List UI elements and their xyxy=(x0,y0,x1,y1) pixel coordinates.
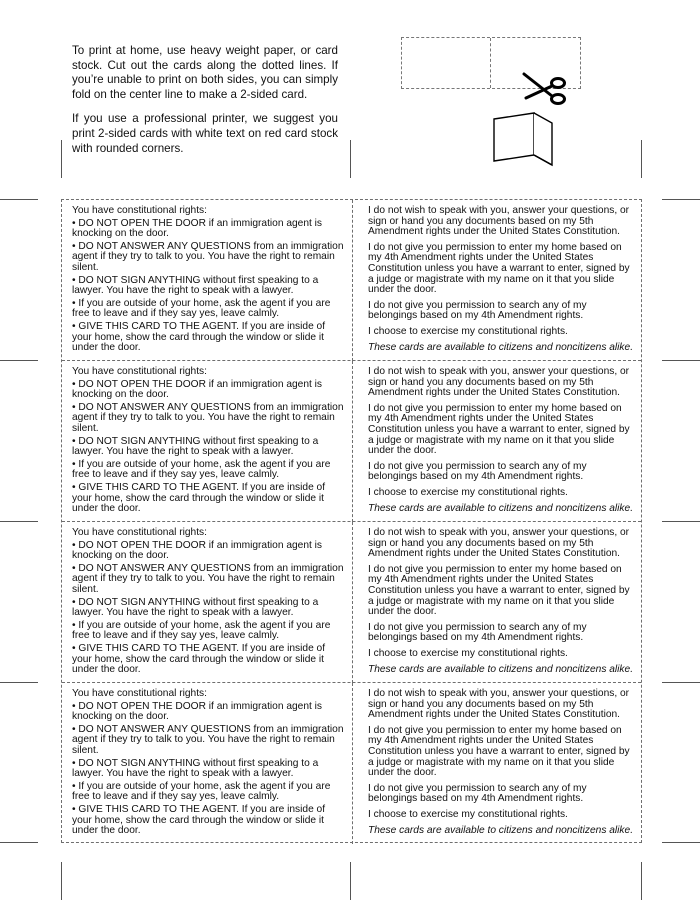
card-back-paragraph: I choose to exercise my constitutional rights. xyxy=(368,808,568,820)
card-front-heading: You have constitutional rights: xyxy=(72,366,207,377)
card-front-bullet: • If you are outside of your home, ask the agent if you are free to leave and if they say yes, leave calmly. xyxy=(72,619,331,642)
card-front xyxy=(62,361,352,522)
home-print-instructions: To print at home, use heavy weight paper, or card stock. Cut out the cards along the dotted lines. If you’re unable to print on both sides, you can simply fold on the center line to make a 2-sided card. xyxy=(72,44,338,101)
crop-mark xyxy=(662,521,700,522)
card-back-note: These cards are available to citizens and noncitizens alike. xyxy=(368,341,634,353)
print-instructions xyxy=(72,44,338,166)
card-front-bullet: • DO NOT SIGN ANYTHING without first speaking to a lawyer. You have the right to speak with a lawyer. xyxy=(72,435,319,458)
card-front-bullet: • If you are outside of your home, ask the agent if you are free to leave and if they say yes, leave calmly. xyxy=(72,458,331,481)
card-row xyxy=(62,521,641,683)
card-back-paragraph: I do not wish to speak with you, answer your questions, or sign or hand you any documents based on my 5th Amendment rights under the United States Constitution. xyxy=(368,205,630,238)
card-back xyxy=(352,200,641,361)
card-back-note: These cards are available to citizens and noncitizens alike. xyxy=(368,824,634,836)
crop-mark xyxy=(61,140,62,178)
card-front-heading: You have constitutional rights: xyxy=(72,527,207,538)
folded-card-icon xyxy=(492,111,556,167)
card-front-bullet: • DO NOT OPEN THE DOOR if an immigration agent is knocking on the door. xyxy=(72,378,323,401)
card-front xyxy=(62,200,352,361)
card-front-bullet: • If you are outside of your home, ask the agent if you are free to leave and if they say yes, leave calmly. xyxy=(72,297,331,320)
crop-mark xyxy=(0,682,38,683)
card-front-bullet: • DO NOT OPEN THE DOOR if an immigration agent is knocking on the door. xyxy=(72,539,323,562)
crop-mark xyxy=(61,862,62,900)
card-sheet xyxy=(61,199,642,843)
crop-mark xyxy=(0,360,38,361)
card-back xyxy=(352,683,641,844)
crop-mark xyxy=(662,682,700,683)
professional-print-instructions: If you use a professional printer, we suggest you print 2-sided cards with white text on red card stock with rounded corners. xyxy=(72,112,338,155)
card-back xyxy=(352,522,641,683)
card-back-paragraph: I do not wish to speak with you, answer your questions, or sign or hand you any documents based on my 5th Amendment rights under the United States Constitution. xyxy=(368,366,630,399)
card-front-bullet: • GIVE THIS CARD TO THE AGENT. If you are inside of your home, show the card through the window or slide it under the door. xyxy=(72,481,326,515)
card-front-bullet: • DO NOT ANSWER ANY QUESTIONS from an immigration agent if they try to talk to you. You have the right to remain silent. xyxy=(72,723,344,756)
card-back-paragraph: I do not wish to speak with you, answer your questions, or sign or hand you any documents based on my 5th Amendment rights under the United States Constitution. xyxy=(368,688,630,721)
crop-mark xyxy=(662,842,700,843)
card-front xyxy=(62,522,352,683)
crop-mark xyxy=(662,360,700,361)
fold-line xyxy=(490,38,491,88)
card-row xyxy=(62,200,641,361)
card-back-paragraph: I do not wish to speak with you, answer your questions, or sign or hand you any documents based on my 5th Amendment rights under the United States Constitution. xyxy=(368,527,630,560)
card-back-paragraph: I do not give you permission to enter my home based on my 4th Amendment rights under the United States Constitution unless you have a warrant to enter, signed by a judge or magistrate with my name on it that you slide under the door. xyxy=(368,402,630,457)
crop-mark xyxy=(662,199,700,200)
card-front-bullet: • DO NOT SIGN ANYTHING without first speaking to a lawyer. You have the right to speak with a lawyer. xyxy=(72,596,319,619)
card-back-paragraph: I choose to exercise my constitutional rights. xyxy=(368,325,568,337)
card-back-paragraph: I choose to exercise my constitutional rights. xyxy=(368,647,568,659)
crop-mark xyxy=(0,199,38,200)
card-row xyxy=(62,682,641,844)
card-back-note: These cards are available to citizens and noncitizens alike. xyxy=(368,502,634,514)
card-back-paragraph: I do not give you permission to search any of my belongings based on my 4th Amendment rights. xyxy=(368,621,587,644)
card-back-paragraph: I do not give you permission to search any of my belongings based on my 4th Amendment rights. xyxy=(368,782,587,805)
crop-mark xyxy=(641,140,642,178)
card-back-paragraph: I do not give you permission to enter my home based on my 4th Amendment rights under the United States Constitution unless you have a warrant to enter, signed by a judge or magistrate with my name on it that you slide under the door. xyxy=(368,241,630,296)
card-front-bullet: • DO NOT SIGN ANYTHING without first speaking to a lawyer. You have the right to speak with a lawyer. xyxy=(72,757,319,780)
card-back-paragraph: I do not give you permission to search any of my belongings based on my 4th Amendment rights. xyxy=(368,299,587,322)
card-back-paragraph: I choose to exercise my constitutional rights. xyxy=(368,486,568,498)
scissors-icon xyxy=(522,72,568,108)
card-back-paragraph: I do not give you permission to enter my home based on my 4th Amendment rights under the United States Constitution unless you have a warrant to enter, signed by a judge or magistrate with my name on it that you slide under the door. xyxy=(368,563,630,618)
crop-mark xyxy=(0,521,38,522)
card-front xyxy=(62,683,352,844)
card-front-bullet: • GIVE THIS CARD TO THE AGENT. If you are inside of your home, show the card through the window or slide it under the door. xyxy=(72,320,326,354)
crop-mark xyxy=(641,862,642,900)
card-front-bullet: • GIVE THIS CARD TO THE AGENT. If you are inside of your home, show the card through the window or slide it under the door. xyxy=(72,642,326,676)
card-front-bullet: • GIVE THIS CARD TO THE AGENT. If you are inside of your home, show the card through the window or slide it under the door. xyxy=(72,803,326,837)
card-back-note: These cards are available to citizens and noncitizens alike. xyxy=(368,663,634,675)
card-front-bullet: • DO NOT SIGN ANYTHING without first speaking to a lawyer. You have the right to speak with a lawyer. xyxy=(72,274,319,297)
card-front-heading: You have constitutional rights: xyxy=(72,205,207,216)
crop-mark xyxy=(0,842,38,843)
card-row xyxy=(62,360,641,522)
card-front-bullet: • DO NOT ANSWER ANY QUESTIONS from an immigration agent if they try to talk to you. You have the right to remain silent. xyxy=(72,562,344,595)
card-back-paragraph: I do not give you permission to enter my home based on my 4th Amendment rights under the United States Constitution unless you have a warrant to enter, signed by a judge or magistrate with my name on it that you slide under the door. xyxy=(368,724,630,779)
card-front-bullet: • DO NOT OPEN THE DOOR if an immigration agent is knocking on the door. xyxy=(72,217,323,240)
card-front-heading: You have constitutional rights: xyxy=(72,688,207,699)
card-back-paragraph: I do not give you permission to search any of my belongings based on my 4th Amendment rights. xyxy=(368,460,587,483)
crop-mark xyxy=(350,862,351,900)
card-back xyxy=(352,361,641,522)
card-front-bullet: • DO NOT ANSWER ANY QUESTIONS from an immigration agent if they try to talk to you. You have the right to remain silent. xyxy=(72,240,344,273)
card-front-bullet: • If you are outside of your home, ask the agent if you are free to leave and if they say yes, leave calmly. xyxy=(72,780,331,803)
card-front-bullet: • DO NOT ANSWER ANY QUESTIONS from an immigration agent if they try to talk to you. You have the right to remain silent. xyxy=(72,401,344,434)
crop-mark xyxy=(350,140,351,178)
card-front-bullet: • DO NOT OPEN THE DOOR if an immigration agent is knocking on the door. xyxy=(72,700,323,723)
